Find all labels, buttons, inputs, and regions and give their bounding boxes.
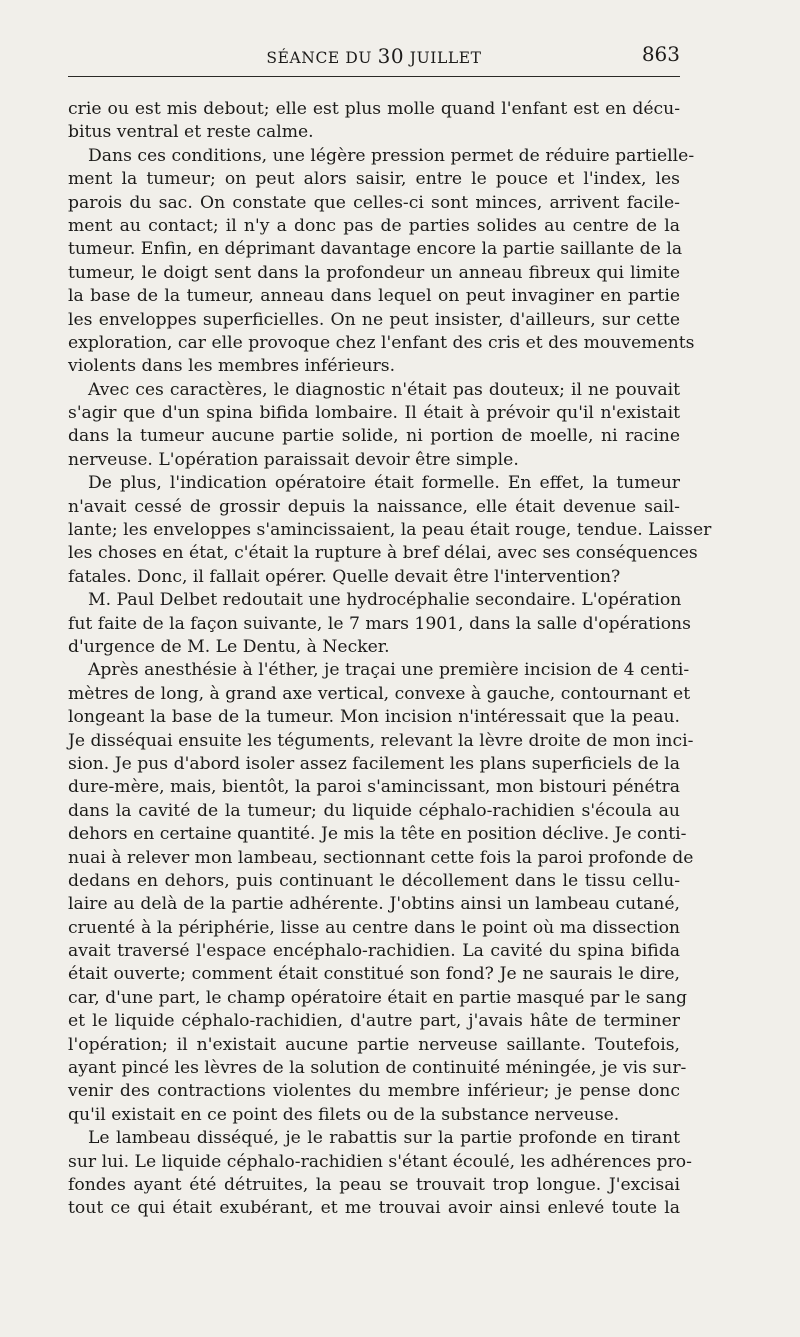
text-line: fatales. Donc, il fallait opérer. Quelle devait être l'intervention?	[68, 566, 621, 587]
title-post: JUILLET	[404, 49, 482, 67]
text-line: M. Paul Delbet redoutait une hydrocéphalie secondaire. L'opération	[88, 590, 682, 611]
text-line: lante; les enveloppes s'amincissaient, la peau était rouge, tendue. Laisser	[68, 520, 712, 541]
text-line: cruenté à la périphérie, lisse au centre dans le point où ma dissection	[68, 917, 680, 938]
text-line: car, d'une part, le champ opératoire était en partie masqué par le sang	[68, 987, 688, 1008]
text-line: mètres de long, à grand axe vertical, convexe à gauche, contournant et	[68, 683, 691, 704]
text-line: était ouverte; comment était constitué son fond? Je ne saurais le dire,	[68, 964, 680, 985]
text-line: De plus, l'indication opératoire était formelle. En effet, la tumeur	[88, 473, 680, 494]
text-line: sur lui. Le liquide céphalo-rachidien s'étant écoulé, les adhérences pro-	[68, 1151, 692, 1172]
text-line: crie ou est mis debout; elle est plus molle quand l'enfant est en décu-	[68, 99, 680, 119]
text-line: dehors en certaine quantité. Je mis la tête en position déclive. Je conti-	[68, 824, 687, 845]
text-line: dedans en dehors, puis continuant le décollement dans le tissu cellu-	[68, 870, 680, 891]
text-line: laire au delà de la partie adhérente. J'obtins ainsi un lambeau cutané,	[68, 894, 680, 915]
text-line: les enveloppes superficielles. On ne peut insister, d'ailleurs, sur cette	[68, 309, 680, 330]
text-line: exploration, car elle provoque chez l'enfant des cris et des mouvements	[68, 332, 695, 353]
text-line: fondes ayant été détruites, la peau se trouvait trop longue. J'excisai	[68, 1174, 680, 1195]
page-number: 863	[641, 42, 680, 66]
text-line: Avec ces caractères, le diagnostic n'était pas douteux; il ne pouvait	[88, 379, 680, 400]
text-line: d'urgence de M. Le Dentu, à Necker.	[68, 636, 390, 657]
running-head	[68, 42, 680, 66]
text-line: et le liquide céphalo-rachidien, d'autre part, j'avais hâte de terminer	[68, 1011, 680, 1032]
title-day: 30	[377, 44, 405, 68]
text-line: fut faite de la façon suivante, le 7 mars 1901, dans la salle d'opérations	[68, 613, 691, 634]
paragraph	[68, 659, 694, 1127]
text-line: tumeur. Enfin, en déprimant davantage encore la partie saillante de la	[68, 239, 683, 260]
text-line: tumeur, le doigt sent dans la profondeur un anneau fibreux qui limite	[68, 262, 680, 283]
paragraph	[68, 98, 680, 145]
text-line: parois du sac. On constate que celles-ci sont minces, arrivent facile-	[68, 192, 680, 213]
text-line: venir des contractions violentes du membre inférieur; je pense donc	[68, 1081, 680, 1102]
text-line: nerveuse. L'opération paraissait devoir être simple.	[68, 449, 519, 470]
text-line: bitus ventral et reste calme.	[68, 122, 314, 143]
paragraph	[68, 145, 695, 379]
text-line: l'opération; il n'existait aucune partie nerveuse saillante. Toutefois,	[68, 1034, 680, 1055]
running-head-title	[68, 44, 680, 68]
paragraph	[68, 589, 691, 659]
text-line: dans la tumeur aucune partie solide, ni portion de moelle, ni racine	[68, 426, 680, 447]
text-line: ayant pincé les lèvres de la solution de continuité méningée, je vis sur-	[68, 1058, 687, 1079]
text-line: s'agir que d'un spina bifida lombaire. Il était à prévoir qu'il n'existait	[68, 403, 680, 424]
paragraph	[68, 379, 680, 473]
paragraph	[68, 472, 712, 589]
text-line: ment au contact; il n'y a donc pas de parties solides au centre de la	[68, 215, 680, 236]
text-line: tout ce qui était exubérant, et me trouvai avoir ainsi enlevé toute la	[68, 1198, 680, 1219]
text-line: violents dans les membres inférieurs.	[68, 356, 396, 377]
text-line: sion. Je pus d'abord isoler assez facilement les plans superficiels de la	[68, 753, 680, 774]
text-line: n'avait cessé de grossir depuis la naissance, elle était devenue sail-	[68, 496, 680, 517]
text-line: longeant la base de la tumeur. Mon incision n'intéressait que la peau.	[68, 707, 680, 728]
text-line: ment la tumeur; on peut alors saisir, entre le pouce et l'index, les	[68, 169, 680, 190]
body-text	[68, 98, 712, 1221]
text-line: dure-mère, mais, bientôt, la paroi s'amincissant, mon bistouri pénétra	[68, 777, 680, 798]
text-line: les choses en état, c'était la rupture à bref délai, avec ses conséquences	[68, 543, 698, 564]
text-line: Après anesthésie à l'éther, je traçai une première incision de 4 centi-	[88, 660, 690, 681]
text-line: la base de la tumeur, anneau dans lequel on peut invaginer en partie	[68, 286, 680, 307]
title-pre: SÉANCE DU	[266, 49, 378, 67]
header-rule	[68, 76, 680, 77]
paragraph	[68, 1127, 692, 1221]
text-line: avait traversé l'espace encéphalo-rachidien. La cavité du spina bifida	[68, 941, 680, 962]
text-line: Je disséquai ensuite les téguments, relevant la lèvre droite de mon inci-	[68, 730, 694, 751]
text-line: Le lambeau disséqué, je le rabattis sur la partie profonde en tirant	[88, 1128, 680, 1149]
text-line: qu'il existait en ce point des filets ou de la substance nerveuse.	[68, 1104, 620, 1125]
text-line: dans la cavité de la tumeur; du liquide céphalo-rachidien s'écoula au	[68, 800, 680, 821]
text-line: Dans ces conditions, une légère pression permet de réduire partielle-	[88, 145, 695, 166]
text-line: nuai à relever mon lambeau, sectionnant cette fois la paroi profonde de	[68, 847, 694, 868]
